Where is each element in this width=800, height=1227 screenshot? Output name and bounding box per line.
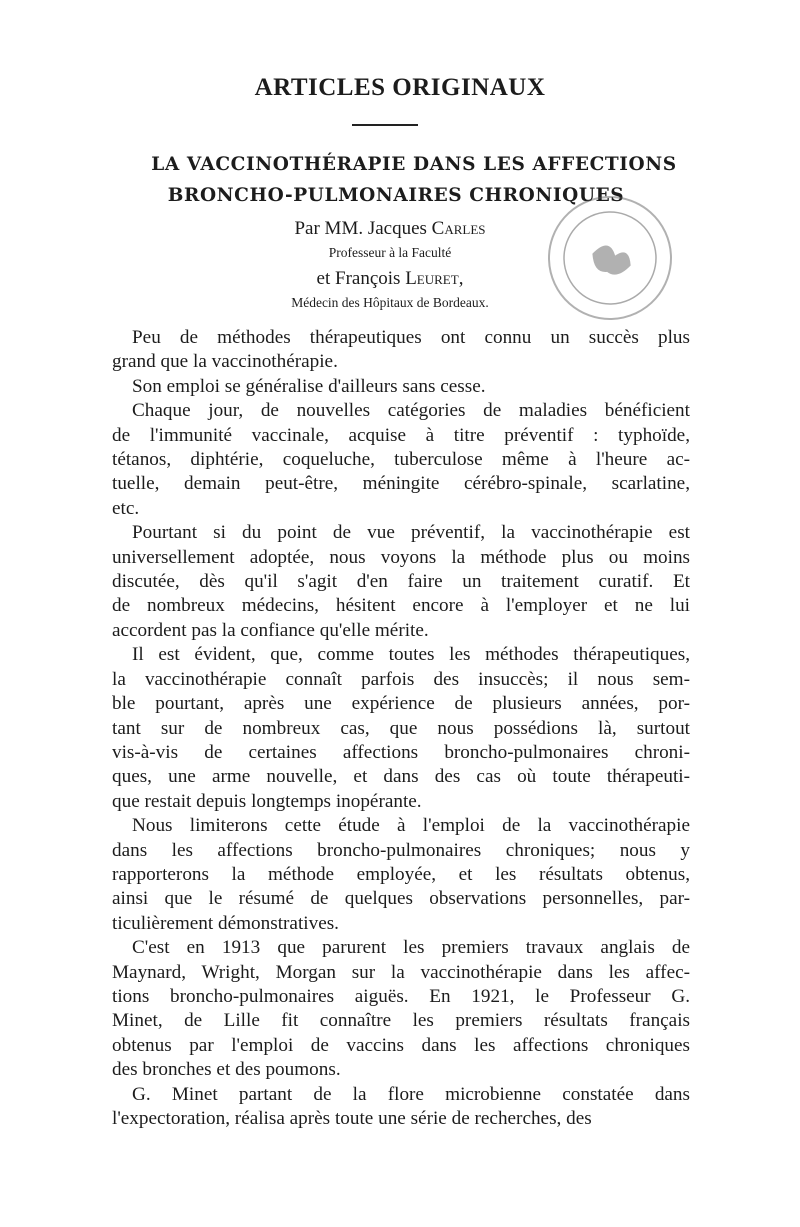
- author-affiliation-2: Médecin des Hôpitaux de Bordeaux.: [291, 295, 489, 310]
- body-line: tions broncho-pulmonaires aiguës. En 1921, le Professeur G.: [112, 985, 690, 1007]
- body-line: l'expectoration, réalisa après toute une série de recherches, des: [112, 1108, 592, 1129]
- body-line: rapporterons la méthode employée, et les résultats obtenus,: [112, 863, 690, 885]
- body-line: C'est en 1913 que parurent les premiers travaux anglais de: [132, 937, 690, 959]
- body-line: Chaque jour, de nouvelles catégories de maladies bénéficient: [132, 400, 690, 422]
- author-name-leuret: Leuret: [405, 268, 459, 289]
- article-title-line-2: BRONCHO-PULMONAIRES CHRONIQUES: [167, 185, 625, 206]
- body-line: la vaccinothérapie connaît parfois des insuccès; il nous sem-: [112, 668, 690, 690]
- body-line: Minet, de Lille fit connaître les premiers résultats français: [112, 1010, 690, 1032]
- body-line: des bronches et des poumons.: [112, 1059, 341, 1081]
- body-line: obtenus par l'emploi de vaccins dans les affections chroniques: [112, 1034, 690, 1056]
- body-line: Pourtant si du point de vue préventif, la vaccinothérapie est: [132, 522, 690, 544]
- body-line: Son emploi se généralise d'ailleurs sans cesse.: [132, 375, 486, 397]
- body-line: Maynard, Wright, Morgan sur la vaccinothérapie dans les affec-: [112, 961, 690, 983]
- author-affiliation-1: Professeur à la Faculté: [328, 245, 452, 260]
- body-line: de l'immunité vaccinale, acquise à titre préventif : typhoïde,: [112, 424, 690, 446]
- body-line: universellement adoptée, nous voyons la méthode plus ou moins: [112, 546, 690, 568]
- author-prefix-2: et François: [316, 268, 406, 289]
- article-title-line-1: LA VACCINOTHÉRAPIE DANS LES AFFECTIONS: [151, 154, 677, 175]
- body-line: ques, une arme nouvelle, et dans des cas où toute thérapeuti-: [112, 766, 690, 788]
- body-line: Peu de méthodes thérapeutiques ont connu un succès plus: [132, 327, 690, 348]
- body-line: ticulièrement démonstratives.: [112, 912, 339, 934]
- author-line-1: [180, 218, 600, 240]
- author-suffix-2: ,: [458, 268, 464, 289]
- body-line: grand que la vaccinothérapie.: [112, 351, 338, 373]
- section-heading: ARTICLES ORIGINAUX: [254, 74, 546, 101]
- body-line: accordent pas la confiance qu'elle mérite.: [112, 619, 429, 641]
- body-line: tant sur de nombreux cas, que nous possédions là, surtout: [112, 717, 690, 739]
- body-line: dans les affections broncho-pulmonaires chroniques; nous y: [112, 839, 690, 861]
- body-line: vis-à-vis de certaines affections broncho-pulmonaires chroni-: [112, 741, 690, 763]
- author-prefix-1: Par MM. Jacques: [294, 218, 432, 239]
- article-body: [112, 326, 690, 1131]
- body-line: G. Minet partant de la flore microbienne constatée dans: [132, 1083, 690, 1105]
- body-line: ainsi que le résumé de quelques observations personnelles, par-: [112, 888, 690, 910]
- body-line: de nombreux médecins, hésitent encore à l'employer et ne lui: [112, 595, 690, 617]
- body-line: tuelle, demain peut-être, méningite cérébro-spinale, scarlatine,: [112, 473, 690, 495]
- body-line: Nous limiterons cette étude à l'emploi de la vaccinothérapie: [132, 815, 690, 837]
- body-line: tétanos, diphtérie, coqueluche, tuberculose même à l'heure ac-: [112, 449, 690, 471]
- body-line: que restait depuis longtemps inopérante.: [112, 790, 422, 812]
- title-rule: [352, 124, 418, 126]
- body-line: discutée, dès qu'il s'agit d'en faire un traitement curatif. Et: [112, 571, 690, 593]
- body-line: etc.: [112, 497, 140, 519]
- author-name-carles: Carles: [431, 218, 486, 239]
- body-line: Il est évident, que, comme toutes les méthodes thérapeutiques,: [132, 644, 690, 666]
- body-line: ble pourtant, après une expérience de plusieurs années, por-: [112, 693, 690, 715]
